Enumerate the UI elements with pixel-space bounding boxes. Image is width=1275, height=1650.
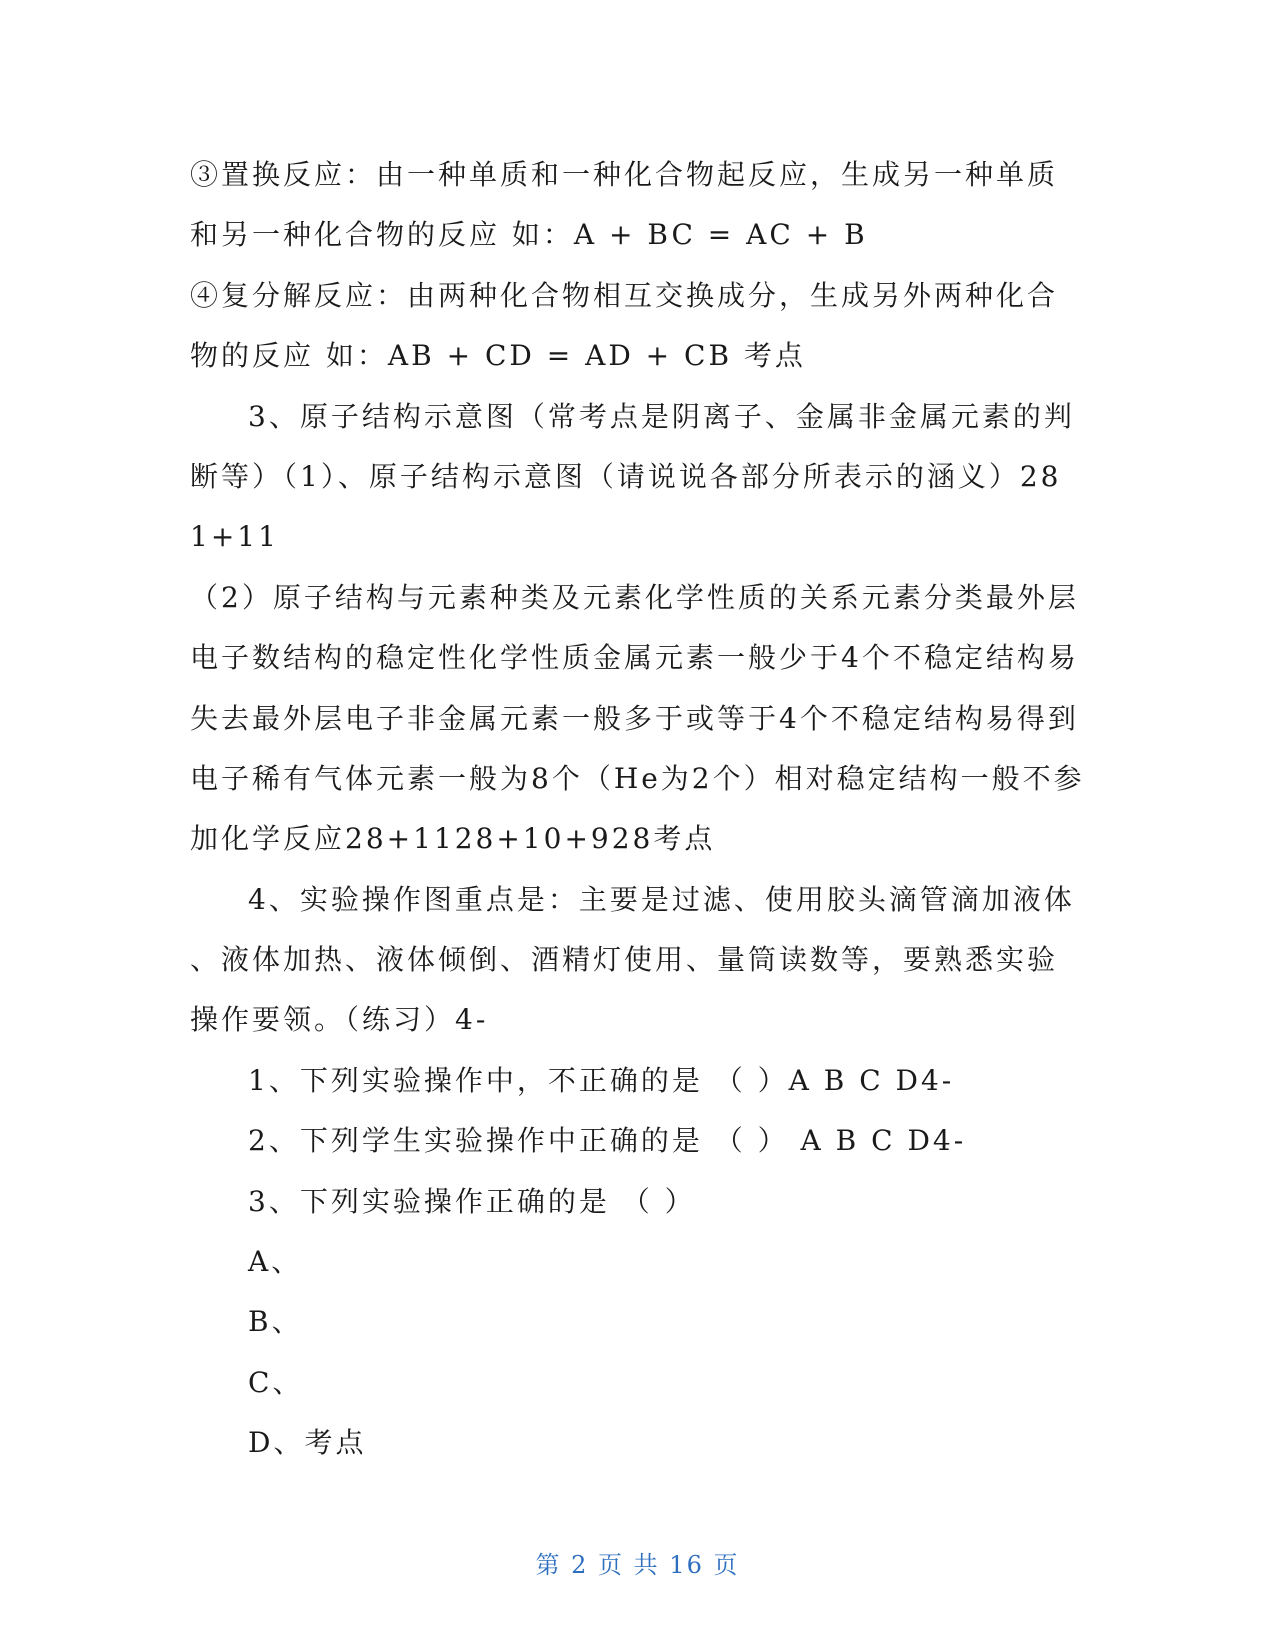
text-line-2: 和另一种化合物的反应 如：A + BC = AC + B <box>190 218 868 252</box>
text-line-12: 加化学反应28+1128+10+928考点 <box>190 822 716 856</box>
text-line-3: ④复分解反应：由两种化合物相互交换成分，生成另外两种化合 <box>190 278 1059 312</box>
question-3: 3、下列实验操作正确的是 （ ） <box>248 1184 696 1218</box>
option-c: C、 <box>248 1365 304 1399</box>
text-line-14: 、液体加热、液体倾倒、酒精灯使用、量筒读数等，要熟悉实验 <box>190 943 1059 977</box>
text-line-11: 电子稀有气体元素一般为8个（He为2个）相对稳定结构一般不参 <box>190 761 1085 795</box>
text-line-6: 断等）（1）、原子结构示意图（请说说各部分所表示的涵义）28 <box>190 459 1062 493</box>
question-1: 1、下列实验操作中，不正确的是 （ ）A B C D4- <box>248 1063 955 1097</box>
text-line-9: 电子数结构的稳定性化学性质金属元素一般少于4个不稳定结构易 <box>190 641 1079 675</box>
question-2: 2、下列学生实验操作中正确的是 （ ） A B C D4- <box>248 1124 967 1158</box>
text-line-13: 4、实验操作图重点是：主要是过滤、使用胶头滴管滴加液体 <box>248 882 1075 916</box>
option-b: B、 <box>248 1305 303 1339</box>
text-line-1: ③置换反应：由一种单质和一种化合物起反应，生成另一种单质 <box>190 158 1059 191</box>
option-a: A、 <box>248 1245 303 1279</box>
text-line-8: （2）原子结构与元素种类及元素化学性质的关系元素分类最外层 <box>190 580 1079 614</box>
text-line-7: 1+11 <box>190 520 279 554</box>
text-line-4: 物的反应 如：AB + CD = AD + CB 考点 <box>190 339 806 373</box>
document-body <box>190 145 1085 1474</box>
text-line-5: 3、原子结构示意图（常考点是阴离子、金属非金属元素的判 <box>248 399 1075 433</box>
page-number-footer: 第 2 页 共 16 页 <box>535 1551 740 1579</box>
text-line-10: 失去最外层电子非金属元素一般多于或等于4个不稳定结构易得到 <box>190 701 1079 735</box>
option-d: D、考点 <box>248 1426 367 1460</box>
text-line-15: 操作要领。（练习）4- <box>190 1003 489 1037</box>
